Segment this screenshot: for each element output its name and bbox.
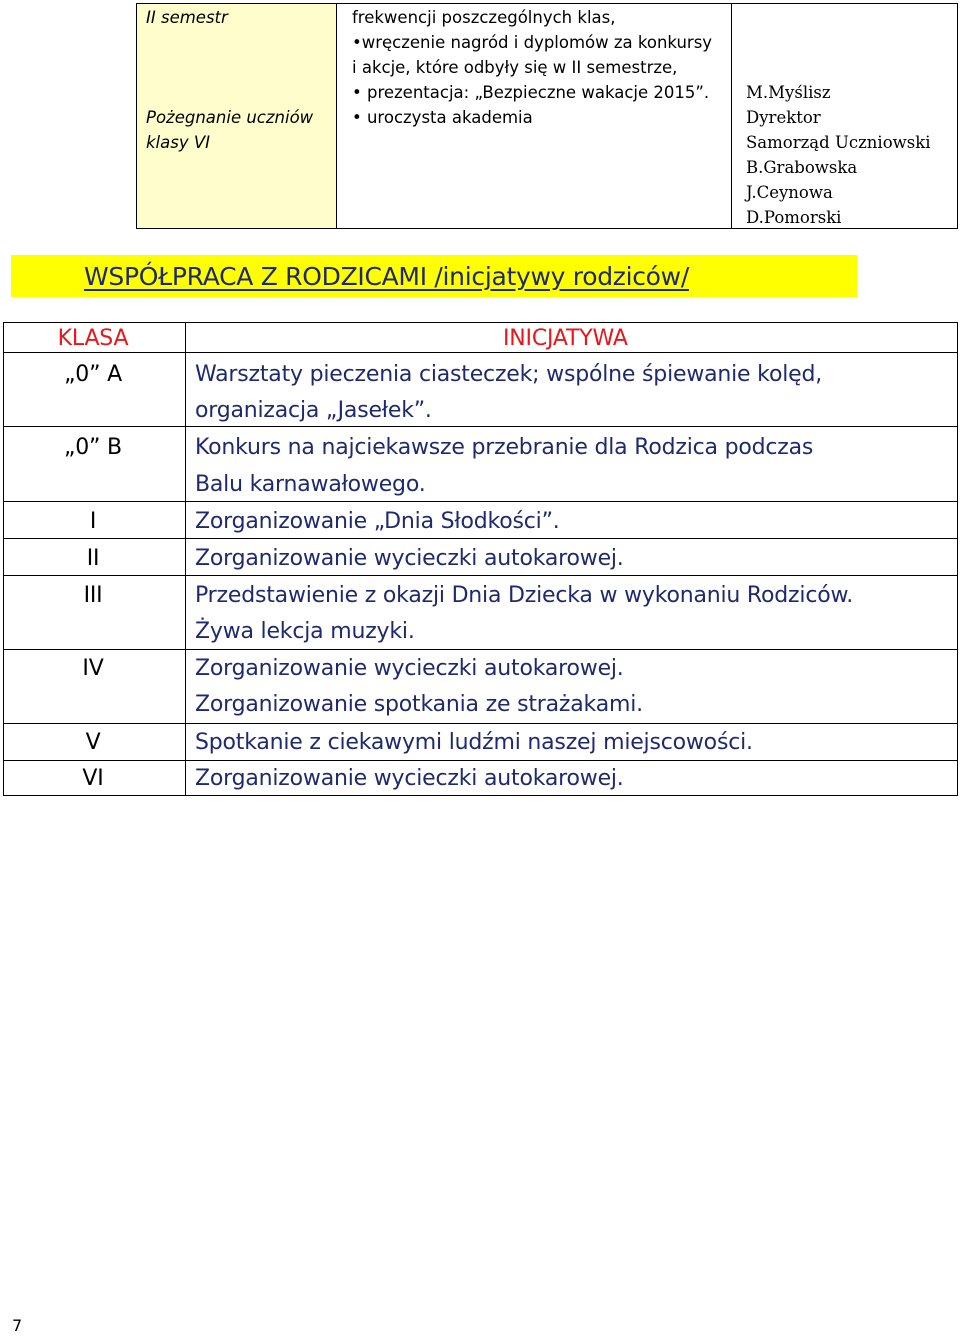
row-class: I	[89, 509, 97, 534]
farewell-responsible: Samorząd Uczniowski	[746, 133, 931, 152]
semester-activity-line: • prezentacja: „Bezpieczne wakacje 2015”.	[352, 83, 710, 102]
farewell-responsible: D.Pomorski	[746, 208, 842, 227]
row-divider	[4, 501, 957, 502]
row-initiative: Balu karnawałowego.	[195, 472, 426, 497]
section-heading: WSPÓŁPRACA Z RODZICAMI /inicjatywy rodziców/	[84, 262, 689, 291]
farewell-responsible: Dyrektor	[746, 108, 821, 127]
farewell-responsible: B.Grabowska	[746, 158, 858, 177]
semester-activity-line: frekwencji poszczególnych klas,	[352, 8, 616, 27]
row-divider	[4, 760, 957, 761]
farewell-responsible: J.Ceynowa	[746, 183, 833, 202]
row-initiative: Zorganizowanie wycieczki autokarowej.	[195, 656, 624, 681]
row-initiative: organizacja „Jasełek”.	[195, 398, 432, 423]
row-initiative: Zorganizowanie spotkania ze strażakami.	[195, 692, 643, 717]
row-class: III	[83, 583, 103, 608]
header-initiative: INICJATYWA	[503, 326, 628, 351]
row-class: „0” B	[64, 435, 122, 460]
farewell-label: klasy VI	[146, 133, 211, 152]
row-divider	[4, 649, 957, 650]
page-number: 7	[12, 1316, 23, 1335]
row-divider	[4, 426, 957, 427]
row-initiative: Przedstawienie z okazji Dnia Dziecka w wykonaniu Rodziców.	[195, 583, 854, 608]
semester-activity-line: i akcje, które odbyły się w II semestrze,	[352, 58, 678, 77]
column-divider	[185, 323, 186, 795]
semester-label: II semestr	[146, 8, 228, 27]
row-initiative: Żywa lekcja muzyki.	[195, 619, 415, 644]
row-class: V	[85, 730, 101, 755]
row-initiative: Konkurs na najciekawsze przebranie dla Rodzica podczas	[195, 435, 814, 460]
farewell-label: Pożegnanie uczniów	[146, 108, 314, 127]
semester-responsible: M.Myślisz	[746, 83, 831, 102]
row-initiative: Zorganizowanie wycieczki autokarowej.	[195, 546, 624, 571]
row-class: IV	[82, 656, 104, 681]
row-divider	[4, 723, 957, 724]
row-class: II	[86, 546, 100, 571]
row-initiative: Spotkanie z ciekawymi ludźmi naszej miejscowości.	[195, 730, 753, 755]
row-class: „0” A	[64, 362, 122, 387]
farewell-activity: • uroczysta akademia	[352, 108, 533, 127]
semester-activity-line: •wręczenie nagród i dyplomów za konkursy	[352, 33, 713, 52]
row-initiative: Zorganizowanie wycieczki autokarowej.	[195, 766, 624, 791]
header-class: KLASA	[57, 326, 129, 351]
row-initiative: Warsztaty pieczenia ciasteczek; wspólne śpiewanie kolęd,	[195, 362, 823, 387]
row-initiative: Zorganizowanie „Dnia Słodkości”.	[195, 509, 560, 534]
row-class: VI	[82, 766, 104, 791]
